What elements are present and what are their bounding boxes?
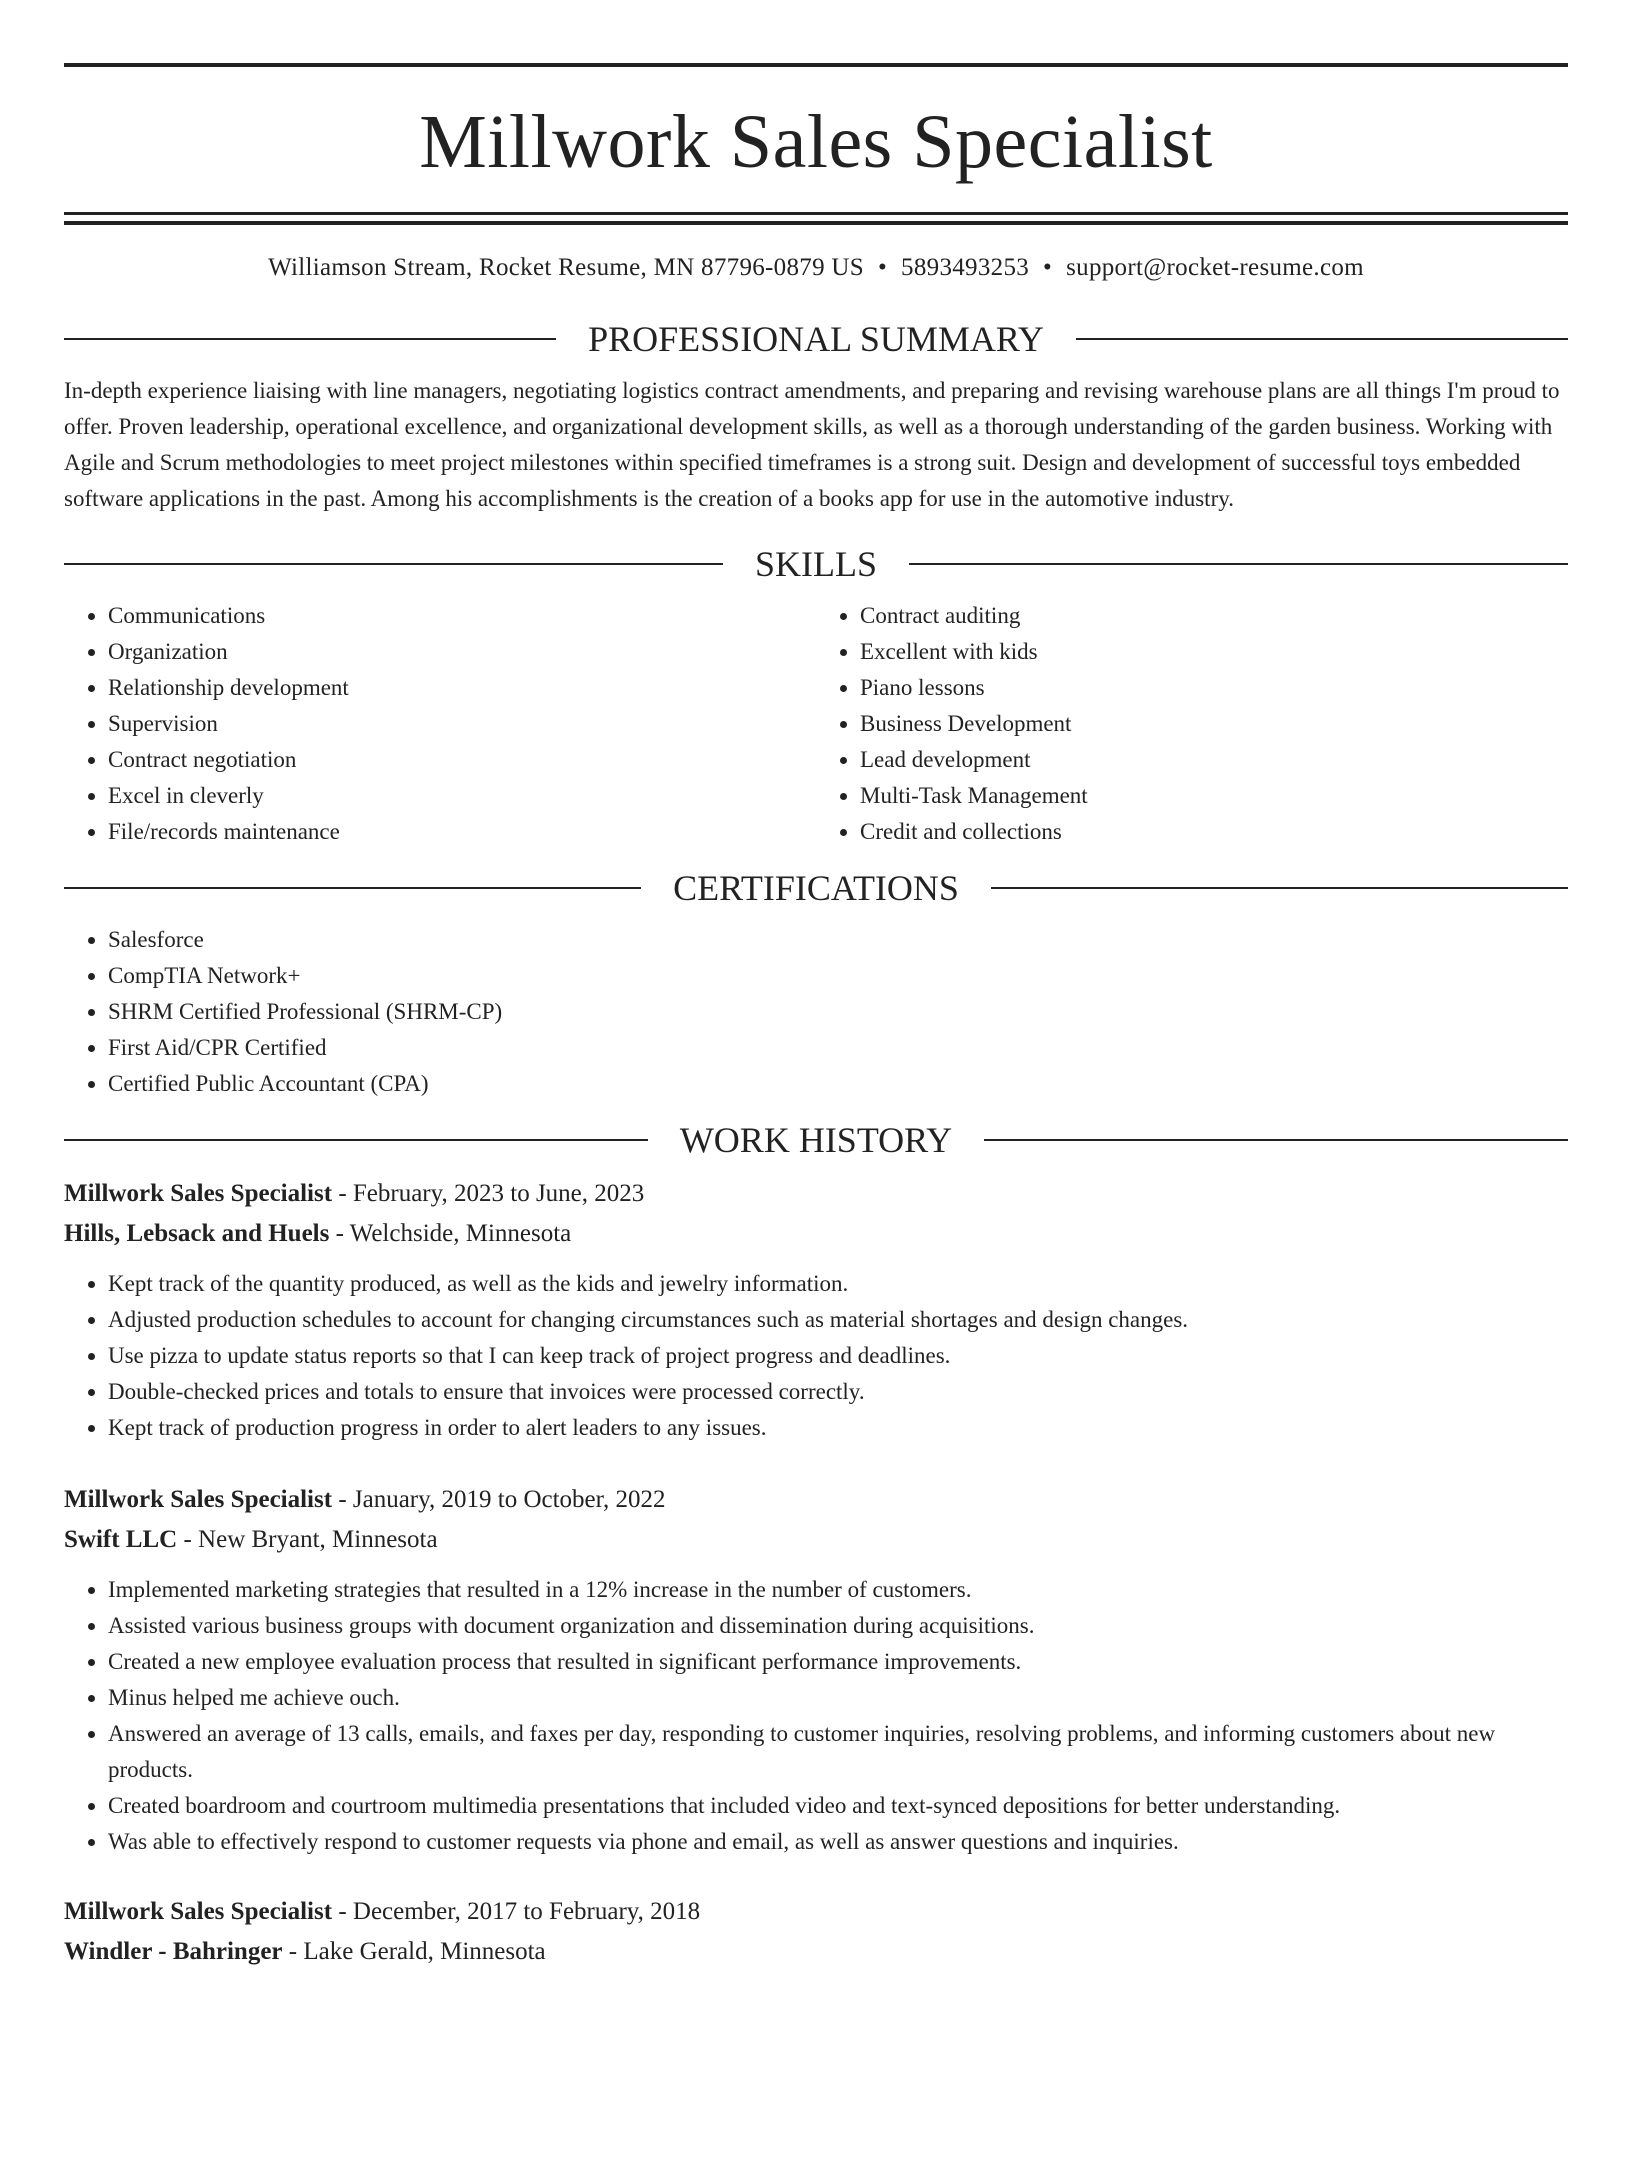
job-entry: [64, 1892, 1568, 1972]
job-bullets: [64, 1266, 1568, 1446]
certification-item: • Salesforce: [108, 922, 1568, 958]
skill-item: • Business Development: [860, 706, 1568, 742]
job-company-line: [64, 1520, 1568, 1560]
summary-text: In-depth experience liaising with line managers, negotiating logistics contract amendments, and preparing and revising warehouse plans are all things I'm proud to offer. Proven leadership, operational excellence, and organizational development skills, as well as a thorough understanding of the garden business. Working with Agile and Scrum methodologies to meet project milestones within specified timeframes is a strong suit. Design and development of successful toys embedded software applications in the past. Among his accomplishments is the creation of a books app for use in the automotive industry.: [64, 378, 1560, 511]
contact-phone: 5893493253: [901, 254, 1030, 281]
contact-separator: •: [1043, 254, 1053, 281]
skill-item: • Supervision: [108, 706, 816, 742]
section-rule: [64, 1139, 648, 1141]
resume-page: [0, 63, 1632, 2175]
contact-line: [64, 253, 1568, 283]
job-role: Millwork Sales Specialist: [64, 1486, 333, 1513]
job-role: Millwork Sales Specialist: [64, 1898, 333, 1925]
skill-item: • Relationship development: [108, 670, 816, 706]
job-bullet: • Created a new employee evaluation process that resulted in significant performance improvements.: [108, 1644, 1568, 1680]
job-company-line: [64, 1932, 1568, 1972]
job-dates: - December, 2017 to February, 2018: [332, 1898, 701, 1925]
skills-heading: SKILLS: [755, 544, 878, 584]
job-bullet: • Kept track of production progress in order to alert leaders to any issues.: [108, 1410, 1568, 1446]
job-bullet: • Double-checked prices and totals to ensure that invoices were processed correctly.: [108, 1374, 1568, 1410]
job-company: Hills, Lebsack and Huels: [64, 1220, 330, 1247]
skill-item: • Credit and collections: [860, 814, 1568, 850]
section-rule: [991, 887, 1568, 889]
certifications-list: [64, 922, 1568, 1102]
job-title-line: [64, 1892, 1568, 1932]
certification-item: • SHRM Certified Professional (SHRM-CP): [108, 994, 1568, 1030]
section-rule: [1076, 338, 1568, 340]
section-rule: [64, 887, 641, 889]
skill-item: • Contract auditing: [860, 598, 1568, 634]
section-rule: [64, 338, 556, 340]
job-bullet: • Was able to effectively respond to customer requests via phone and email, as well as answer questions and inquiries.: [108, 1824, 1568, 1860]
summary-section-header: [64, 319, 1568, 359]
skill-item: • Contract negotiation: [108, 742, 816, 778]
job-entry: [64, 1480, 1568, 1860]
job-bullet: • Use pizza to update status reports so that I can keep track of project progress and deadlines.: [108, 1338, 1568, 1374]
resume-title: Millwork Sales Specialist: [419, 100, 1213, 184]
job-dates: - February, 2023 to June, 2023: [332, 1180, 645, 1207]
certifications-section-header: [64, 868, 1568, 908]
job-dates: - January, 2019 to October, 2022: [332, 1486, 666, 1513]
job-bullet: • Created boardroom and courtroom multimedia presentations that included video and text-synced depositions for better understanding.: [108, 1788, 1568, 1824]
job-company-line: [64, 1214, 1568, 1254]
job-bullet: • Implemented marketing strategies that resulted in a 12% increase in the number of customers.: [108, 1572, 1568, 1608]
certification-item: • CompTIA Network+: [108, 958, 1568, 994]
job-location: - New Bryant, Minnesota: [177, 1526, 438, 1553]
job-bullet: • Assisted various business groups with document organization and dissemination during acquisitions.: [108, 1608, 1568, 1644]
job-bullet: • Kept track of the quantity produced, as well as the kids and jewelry information.: [108, 1266, 1568, 1302]
skills-grid: [64, 598, 1568, 850]
section-rule: [984, 1139, 1568, 1141]
job-bullet: • Minus helped me achieve ouch.: [108, 1680, 1568, 1716]
skill-item: • Lead development: [860, 742, 1568, 778]
title-double-rule: [64, 212, 1568, 225]
skill-item: • Communications: [108, 598, 816, 634]
skill-item: • Multi-Task Management: [860, 778, 1568, 814]
skills-list-right: [816, 598, 1568, 850]
skill-item: • Excellent with kids: [860, 634, 1568, 670]
section-rule: [909, 563, 1568, 565]
skills-list-left: [64, 598, 816, 850]
skill-item: • Excel in cleverly: [108, 778, 816, 814]
job-location: - Welchside, Minnesota: [329, 1220, 572, 1247]
contact-address: Williamson Stream, Rocket Resume, MN 87796-0879 US: [268, 254, 864, 281]
skill-item: • Piano lessons: [860, 670, 1568, 706]
contact-separator: •: [877, 254, 888, 281]
certification-item: • Certified Public Accountant (CPA): [108, 1066, 1568, 1102]
job-bullet: • Answered an average of 13 calls, emails, and faxes per day, responding to customer inquiries, resolving problems, and informing customers about new products.: [108, 1716, 1568, 1788]
work-heading: WORK HISTORY: [679, 1120, 953, 1160]
certification-item: • First Aid/CPR Certified: [108, 1030, 1568, 1066]
job-company: Windler - Bahringer: [64, 1938, 283, 1965]
certifications-heading: CERTIFICATIONS: [673, 868, 959, 908]
job-bullet: • Adjusted production schedules to account for changing circumstances such as material shortages and design changes.: [108, 1302, 1568, 1338]
job-company: Swift LLC: [64, 1526, 178, 1553]
job-role: Millwork Sales Specialist: [64, 1180, 333, 1207]
job-title-line: [64, 1480, 1568, 1520]
skill-item: • Organization: [108, 634, 816, 670]
contact-email: support@rocket-resume.com: [1066, 254, 1364, 281]
summary-heading: PROFESSIONAL SUMMARY: [588, 319, 1044, 359]
job-title-line: [64, 1174, 1568, 1214]
skills-section-header: [64, 544, 1568, 584]
work-section-header: [64, 1120, 1568, 1160]
job-entry: [64, 1174, 1568, 1446]
skill-item: • File/records maintenance: [108, 814, 816, 850]
job-bullets: [64, 1572, 1568, 1860]
section-rule: [64, 563, 723, 565]
job-location: - Lake Gerald, Minnesota: [282, 1938, 546, 1965]
